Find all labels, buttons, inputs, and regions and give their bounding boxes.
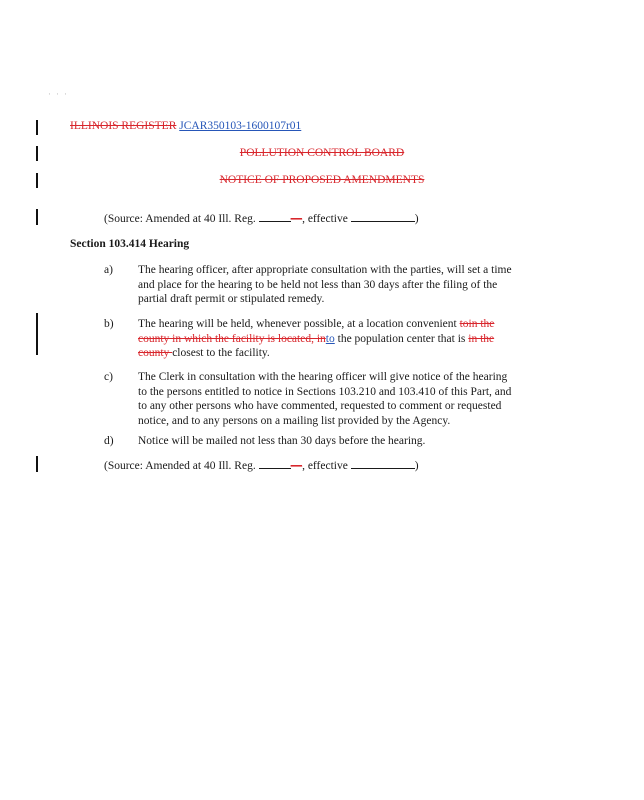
board-title-text: POLLUTION CONTROL BOARD	[239, 147, 405, 159]
blank-field	[259, 458, 291, 469]
board-title	[0, 147, 644, 159]
item-a-line: and place for the hearing to be held not less than 30 days after the filing of the	[138, 278, 498, 291]
item-b-line	[138, 332, 518, 347]
item-c-line: notice, and to any persons on a mailing list provided by the Agency.	[138, 414, 451, 427]
item-c-text	[138, 370, 518, 428]
source-note-top	[104, 211, 419, 227]
item-c-line: to the persons entitled to notice in Sections 103.210 and 103.410 of this Part, and	[138, 385, 512, 398]
item-b-text-run: The hearing will be held, whenever possible, at a location convenient	[138, 318, 460, 330]
item-b-inserted: to	[325, 332, 335, 345]
item-b-deleted: county in which the facility is located, in	[138, 332, 326, 345]
source-note-bottom	[104, 458, 419, 474]
register-header	[70, 120, 301, 132]
source-suffix: )	[414, 460, 419, 472]
blank-field	[351, 211, 415, 222]
section-heading: Section 103.414 Hearing	[70, 238, 190, 250]
change-bar	[36, 209, 38, 225]
source-prefix: (Source: Amended at 40 Ill. Reg.	[104, 213, 259, 225]
blank-field	[259, 211, 291, 222]
source-suffix: )	[414, 213, 419, 225]
item-b-text	[138, 317, 518, 361]
item-b-deleted: county	[138, 347, 173, 359]
item-c-line: to any other persons who have commented, requested to comment or requested	[138, 400, 502, 412]
item-b-label: b)	[104, 318, 114, 330]
blank-field	[351, 458, 415, 469]
item-d-text	[138, 434, 518, 449]
change-bar	[36, 313, 38, 355]
change-bar	[36, 456, 38, 472]
item-a-label: a)	[104, 264, 113, 276]
source-dash: —	[290, 460, 303, 472]
notice-title	[0, 174, 644, 186]
source-prefix: (Source: Amended at 40 Ill. Reg.	[104, 460, 259, 472]
source-mid: , effective	[302, 460, 351, 472]
notice-title-text: NOTICE OF PROPOSED AMENDMENTS	[219, 174, 425, 186]
item-b-line	[138, 346, 518, 361]
scan-artifact: ···	[48, 89, 72, 99]
item-b-line	[138, 317, 518, 332]
item-b-deleted: in the	[468, 332, 495, 345]
item-c-line: The Clerk in consultation with the hearing officer will give notice of the hearing	[138, 371, 508, 383]
item-a-line: partial draft permit or stipulated remedy.	[138, 293, 325, 305]
item-a-text	[138, 263, 518, 307]
item-c-label: c)	[104, 371, 113, 383]
source-mid: , effective	[302, 213, 351, 225]
source-dash: —	[290, 213, 303, 225]
item-b-text-run: closest to the facility.	[172, 347, 270, 359]
item-d-line: Notice will be mailed not less than 30 days before the hearing.	[138, 435, 426, 447]
change-bar	[36, 120, 38, 135]
item-b-deleted: toin the	[459, 318, 495, 330]
item-d-label: d)	[104, 435, 114, 447]
register-deleted: ILLINOIS REGISTER	[70, 120, 177, 132]
register-inserted: JCAR350103-1600107r01	[179, 120, 302, 132]
item-a-line: The hearing officer, after appropriate consultation with the parties, will set a time	[138, 264, 512, 276]
item-b-text-run: the population center that is	[334, 332, 469, 345]
